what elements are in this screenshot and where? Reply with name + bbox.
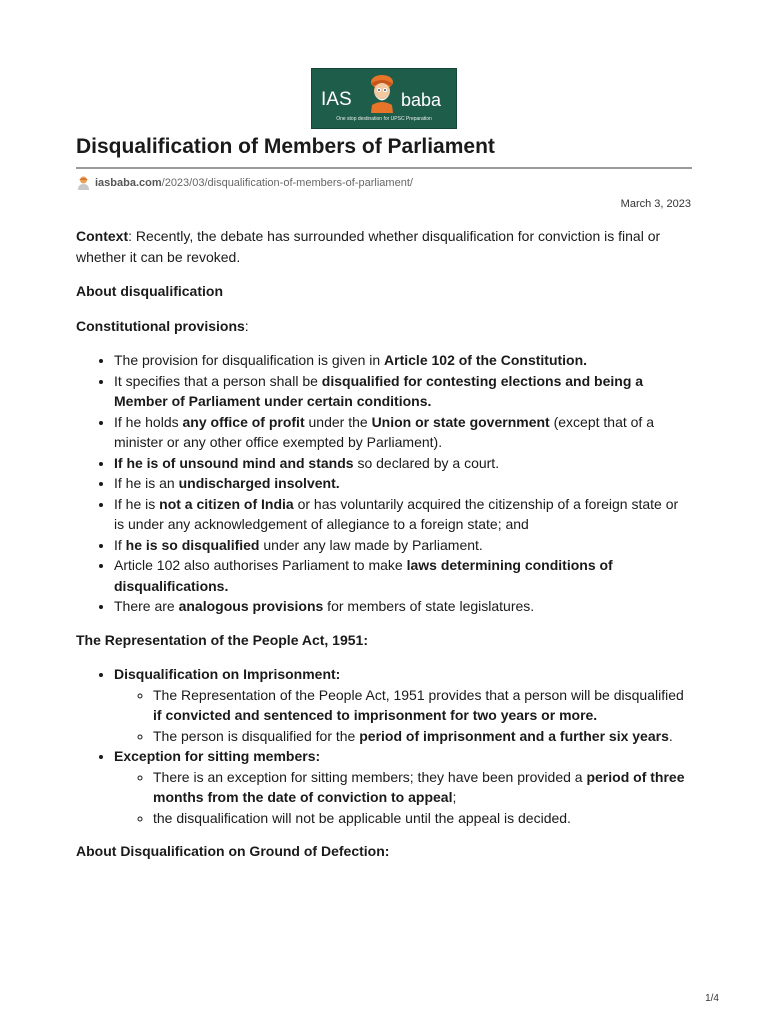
publish-date: March 3, 2023 bbox=[620, 198, 691, 210]
page-title: Disqualification of Members of Parliament bbox=[76, 135, 495, 158]
list-item: • It specifies that a person shall be disqualified for contesting elections and being a Member of Parliament under certain conditions. bbox=[114, 371, 692, 412]
list-item: ◦ The Representation of the People Act, 1951 provides that a person will be disqualified if convicted and sentenced to imprisonment for two years or more. bbox=[153, 685, 692, 726]
page-number: 1/4 bbox=[705, 993, 719, 1004]
list-item: • Exception for sitting members: ◦ There is an exception for sitting members; they have been provided a period of three months from the date of conviction to appeal; ◦ the disqualification will not be applicable until the appeal is decided. bbox=[114, 746, 692, 828]
list-item: ◦ The person is disqualified for the period of imprisonment and a further six years. bbox=[153, 726, 692, 747]
list-item: ◦ the disqualification will not be applicable until the appeal is decided. bbox=[153, 808, 692, 829]
list-item: • If he holds any office of profit under the Union or state government (except that of a minister or any other office exempted by Parliament). bbox=[114, 412, 692, 453]
context-paragraph bbox=[76, 226, 692, 267]
list-item: • If he is of unsound mind and stands so declared by a court. bbox=[114, 453, 692, 474]
rpa-list bbox=[76, 664, 692, 828]
list-item: ◦ There is an exception for sitting members; they have been provided a period of three months from the date of conviction to appeal; bbox=[153, 767, 692, 808]
list-item: • If he is so disqualified under any law made by Parliament. bbox=[114, 535, 692, 556]
context-label: Context bbox=[76, 228, 129, 244]
logo-tagline: One stop destination for UPSC Preparation bbox=[336, 116, 432, 122]
list-item: • If he is an undischarged insolvent. bbox=[114, 473, 692, 494]
list-item: • If he is not a citizen of India or has voluntarily acquired the citizenship of a foreign state or is under any acknowledgement of allegiance to a foreign state; and bbox=[114, 494, 692, 535]
list-item: • Disqualification on Imprisonment: ◦ The Representation of the People Act, 1951 provides that a person will be disqualified if convicted and sentenced to imprisonment for two years or more. ◦ The person is disqualified for the period of imprisonment and a further six years. bbox=[114, 664, 692, 746]
list-item: • Article 102 also authorises Parliament to make laws determining conditions of disqualifications. bbox=[114, 555, 692, 596]
source-path: /2023/03/disqualification-of-members-of-parliament/ bbox=[161, 176, 413, 189]
about-disqualification-heading: About disqualification bbox=[76, 283, 223, 299]
source-domain: iasbaba.com bbox=[95, 176, 162, 189]
baba-mascot-icon bbox=[366, 73, 398, 113]
logo-text-baba: baba bbox=[401, 90, 442, 110]
constitutional-provisions-list bbox=[76, 350, 692, 617]
constitutional-provisions-heading: Constitutional provisions: bbox=[76, 317, 249, 334]
title-divider bbox=[76, 167, 692, 169]
author-avatar-icon bbox=[76, 175, 91, 190]
list-item: • The provision for disqualification is given in Article 102 of the Constitution. bbox=[114, 350, 692, 371]
defection-heading: About Disqualification on Ground of Defection: bbox=[76, 843, 390, 859]
list-item: • There are analogous provisions for members of state legislatures. bbox=[114, 596, 692, 617]
article-body bbox=[76, 226, 692, 876]
context-text: : Recently, the debate has surrounded whether disqualification for conviction is final or whether it can be revoked. bbox=[76, 228, 661, 265]
logo-text-ias: IAS bbox=[321, 89, 352, 110]
source-url[interactable] bbox=[76, 175, 413, 190]
imprisonment-sublist bbox=[114, 685, 692, 747]
exception-sublist bbox=[114, 767, 692, 829]
rpa-heading: The Representation of the People Act, 1951: bbox=[76, 631, 368, 648]
iasbaba-logo bbox=[311, 68, 457, 129]
